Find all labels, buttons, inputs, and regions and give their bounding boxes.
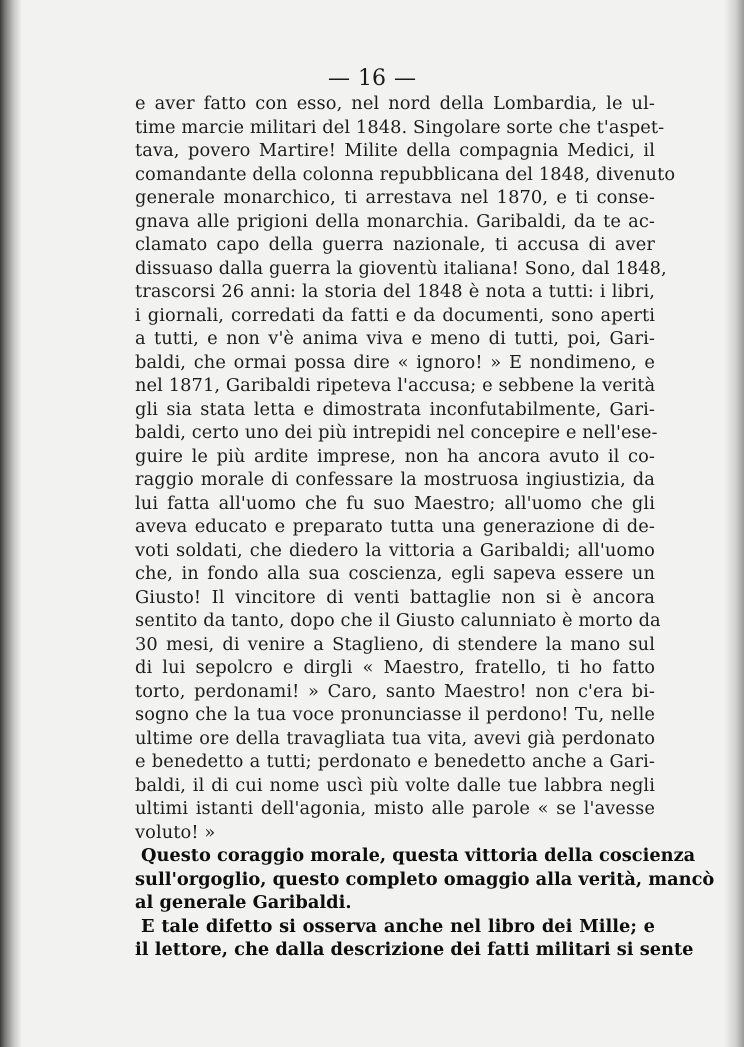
text-line: sull'orgoglio, questo completo omaggio alla verità, mancò <box>135 868 715 890</box>
page-gutter-shadow <box>0 0 22 1047</box>
text-line: nel 1871, Garibaldi ripeteva l'accusa; e sebbene la verità <box>135 375 656 396</box>
text-line: trascorsi 26 anni: la storia del 1848 è nota a tutti: i libri, <box>135 281 655 302</box>
text-line: sogno che la tua voce pronunciasse il perdono! Tu, nelle <box>135 704 655 725</box>
text-line: gli sia stata letta e dimostrata inconfutabilmente, Gari- <box>135 398 655 420</box>
text-line: a tutti, e non v'è anima viva e meno di tutti, poi, Gari- <box>135 328 655 349</box>
body-text <box>135 92 715 962</box>
page-number-dash-right: — <box>394 66 416 91</box>
text-line: clamato capo della guerra nazionale, ti accusa di aver <box>135 234 655 255</box>
page-edge-shadow <box>724 0 744 1047</box>
page-number-header <box>0 66 744 91</box>
page-number: 16 <box>358 66 386 91</box>
text-line: voluto! » <box>135 821 216 843</box>
text-line: dissuaso dalla guerra la gioventù italiana! Sono, dal 1848, <box>135 257 667 279</box>
text-line: baldi, che ormai possa dire « ignoro! » E nondimeno, e <box>135 351 655 373</box>
text-line: i giornali, corredati da fatti e da documenti, sono aperti <box>135 304 655 326</box>
text-line: Questo coraggio morale, questa vittoria della coscienza <box>141 845 696 866</box>
page-number-dash-left: — <box>328 66 350 91</box>
text-line: guire le più ardite imprese, non ha ancora avuto il co- <box>135 445 655 467</box>
text-line: ultimi istanti dell'agonia, misto alle parole « se l'avesse <box>135 798 655 819</box>
text-line: tava, povero Martire! Milite della compagnia Medici, il <box>135 140 655 161</box>
text-line: gnava alle prigioni della monarchia. Garibaldi, da te ac- <box>135 210 655 232</box>
text-line: torto, perdonami! » Caro, santo Maestro! non c'era bi- <box>135 680 655 702</box>
text-line: che, in fondo alla sua coscienza, egli sapeva essere un <box>135 563 655 584</box>
text-line: ultime ore della travagliata tua vita, avevi già perdonato <box>135 727 655 749</box>
text-line: baldi, certo uno dei più intrepidi nel concepire e nell'ese- <box>135 422 658 443</box>
text-line: lui fatta all'uomo che fu suo Maestro; all'uomo che gli <box>135 492 655 514</box>
text-line: E tale difetto si osserva anche nel libro dei Mille; e <box>141 915 655 937</box>
text-line: time marcie militari del 1848. Singolare sorte che t'aspet- <box>135 116 665 138</box>
text-line: di lui sepolcro e dirgli « Maestro, fratello, ti ho fatto <box>135 657 655 678</box>
text-line: Giusto! Il vincitore di venti battaglie non si è ancora <box>135 586 655 608</box>
text-line: sentito da tanto, dopo che il Giusto calunniato è morto da <box>135 610 661 631</box>
text-line: voti soldati, che diedero la vittoria a Garibaldi; all'uomo <box>135 539 655 561</box>
text-line: al generale Garibaldi. <box>135 892 352 913</box>
text-line: 30 mesi, di venire a Staglieno, di stendere la mano sul <box>135 633 655 655</box>
text-line: baldi, il di cui nome uscì più volte dalle tue labbra negli <box>135 774 655 796</box>
text-line: e aver fatto con esso, nel nord della Lombardia, le ul- <box>135 93 655 114</box>
text-line: comandante della colonna repubblicana del 1848, divenuto <box>135 163 676 185</box>
text-line: aveva educato e preparato tutta una generazione di de- <box>135 516 655 537</box>
text-line: raggio morale di confessare la mostruosa ingiustizia, da <box>135 469 655 490</box>
text-line: e benedetto a tutti; perdonato e benedetto anche a Gari- <box>135 751 655 772</box>
text-line: generale monarchico, ti arrestava nel 1870, e ti conse- <box>135 187 655 208</box>
text-line: il lettore, che dalla descrizione dei fatti militari si sente <box>135 939 694 960</box>
